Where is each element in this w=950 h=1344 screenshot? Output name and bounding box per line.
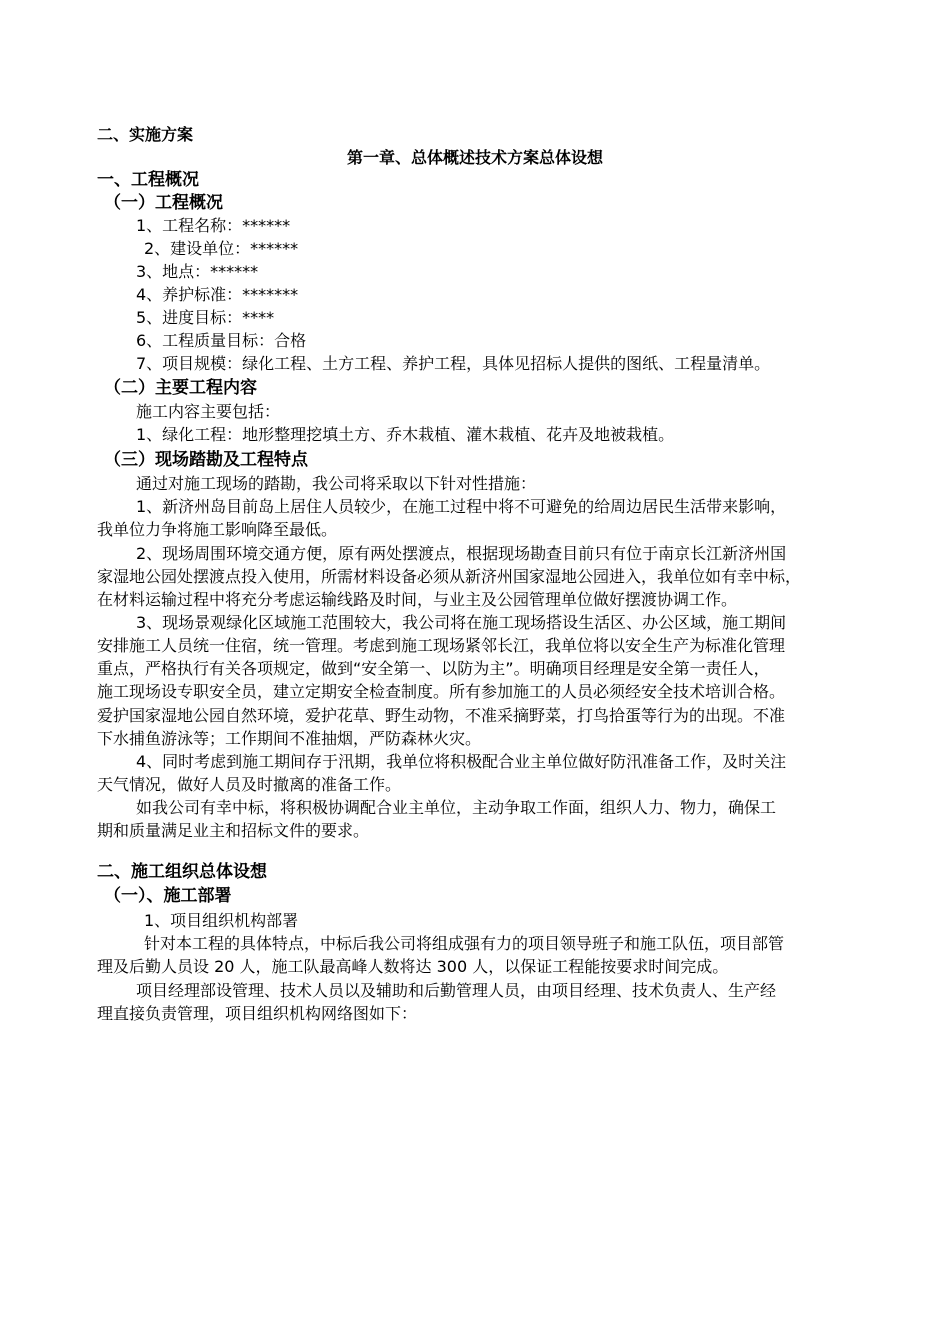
paragraph-line: 爱护国家湿地公园自然环境，爱护花草、野生动物，不准采摘野菜，打鸟拾蛋等行为的出现。不准 xyxy=(97,706,786,725)
part2-heading: 二、施工组织总体设想 xyxy=(97,862,267,882)
paragraph-line: 项目经理部设管理、技术人员以及辅助和后勤管理人员，由项目经理、技术负责人、生产经 xyxy=(136,981,777,1000)
sub3-intro: 通过对施工现场的踏勘，我公司将采取以下针对性措施： xyxy=(136,474,537,493)
part1-heading: 一、工程概况 xyxy=(97,170,199,190)
overview-item: 7、项目规模：绿化工程、土方工程、养护工程，具体见招标人提供的图纸、工程量清单。 xyxy=(136,354,771,373)
paragraph-line: 在材料运输过程中将充分考虑运输线路及时间，与业主及公园管理单位做好摆渡协调工作。 xyxy=(97,590,738,609)
paragraph-line: 理及后勤人员设 20 人，施工队最高峰人数将达 300 人，以保证工程能按要求时间完成。 xyxy=(97,957,729,976)
paragraph-line: 理直接负责管理，项目组织机构网络图如下： xyxy=(97,1004,418,1023)
overview-item: 3、地点：****** xyxy=(136,262,259,281)
paragraph-line: 1、新济州岛目前岛上居住人员较少，在施工过程中将不可避免的给周边居民生活带来影响， xyxy=(136,497,787,516)
paragraph-line: 安排施工人员统一住宿，统一管理。考虑到施工现场紧邻长江，我单位将以安全生产为标准化管理 xyxy=(97,636,786,655)
overview-item: 5、进度目标：**** xyxy=(136,308,275,327)
chapter-title: 第一章、总体概述技术方案总体设想 xyxy=(346,148,603,167)
sub2-heading: （二）主要工程内容 xyxy=(104,378,257,398)
part2-item: 1、项目组织机构部署 xyxy=(144,911,299,930)
section-title: 二、实施方案 xyxy=(97,125,194,144)
sub1-heading: （一）工程概况 xyxy=(104,193,223,213)
paragraph-line: 下水捕鱼游泳等；工作期间不准抽烟，严防森林火灾。 xyxy=(97,729,482,748)
paragraph-line: 期和质量满足业主和招标文件的要求。 xyxy=(97,821,370,840)
paragraph-line: 我单位力争将施工影响降至最低。 xyxy=(97,520,338,539)
overview-item: 6、工程质量目标：合格 xyxy=(136,331,307,350)
paragraph-line: 2、现场周围环境交通方便，原有两处摆渡点，根据现场勘查目前只有位于南京长江新济州国 xyxy=(136,544,787,563)
paragraph-line: 家湿地公园处摆渡点投入使用，所需材料设备必须从新济州国家湿地公园进入，我单位如有幸中标， xyxy=(97,567,802,586)
overview-item: 1、工程名称：****** xyxy=(136,216,291,235)
overview-item: 4、养护标准：******* xyxy=(136,285,299,304)
sub2-intro: 施工内容主要包括： xyxy=(136,402,281,421)
paragraph-line: 施工现场设专职安全员，建立定期安全检查制度。所有参加施工的人员必须经安全技术培训合格。 xyxy=(97,682,786,701)
paragraph-line: 4、同时考虑到施工期间存于汛期，我单位将积极配合业主单位做好防汛准备工作，及时关注 xyxy=(136,752,787,771)
sub3-heading: （三）现场踏勘及工程特点 xyxy=(104,450,308,470)
part2-sub1-heading: （一）、施工部署 xyxy=(104,886,232,906)
paragraph-line: 如我公司有幸中标，将积极协调配合业主单位，主动争取工作面，组织人力、物力，确保工 xyxy=(136,798,777,817)
paragraph-line: 针对本工程的具体特点，中标后我公司将组成强有力的项目领导班子和施工队伍，项目部管 xyxy=(144,934,785,953)
paragraph-line: 3、现场景观绿化区域施工范围较大，我公司将在施工现场搭设生活区、办公区域，施工期间 xyxy=(136,613,787,632)
overview-item: 2、建设单位：****** xyxy=(144,239,299,258)
paragraph-line: 重点，严格执行有关各项规定，做到“安全第一、以防为主”。明确项目经理是安全第一责任人， xyxy=(97,659,770,678)
paragraph-line: 天气情况，做好人员及时撤离的准备工作。 xyxy=(97,775,402,794)
sub2-item: 1、绿化工程：地形整理挖填土方、乔木栽植、灌木栽植、花卉及地被栽植。 xyxy=(136,425,675,444)
